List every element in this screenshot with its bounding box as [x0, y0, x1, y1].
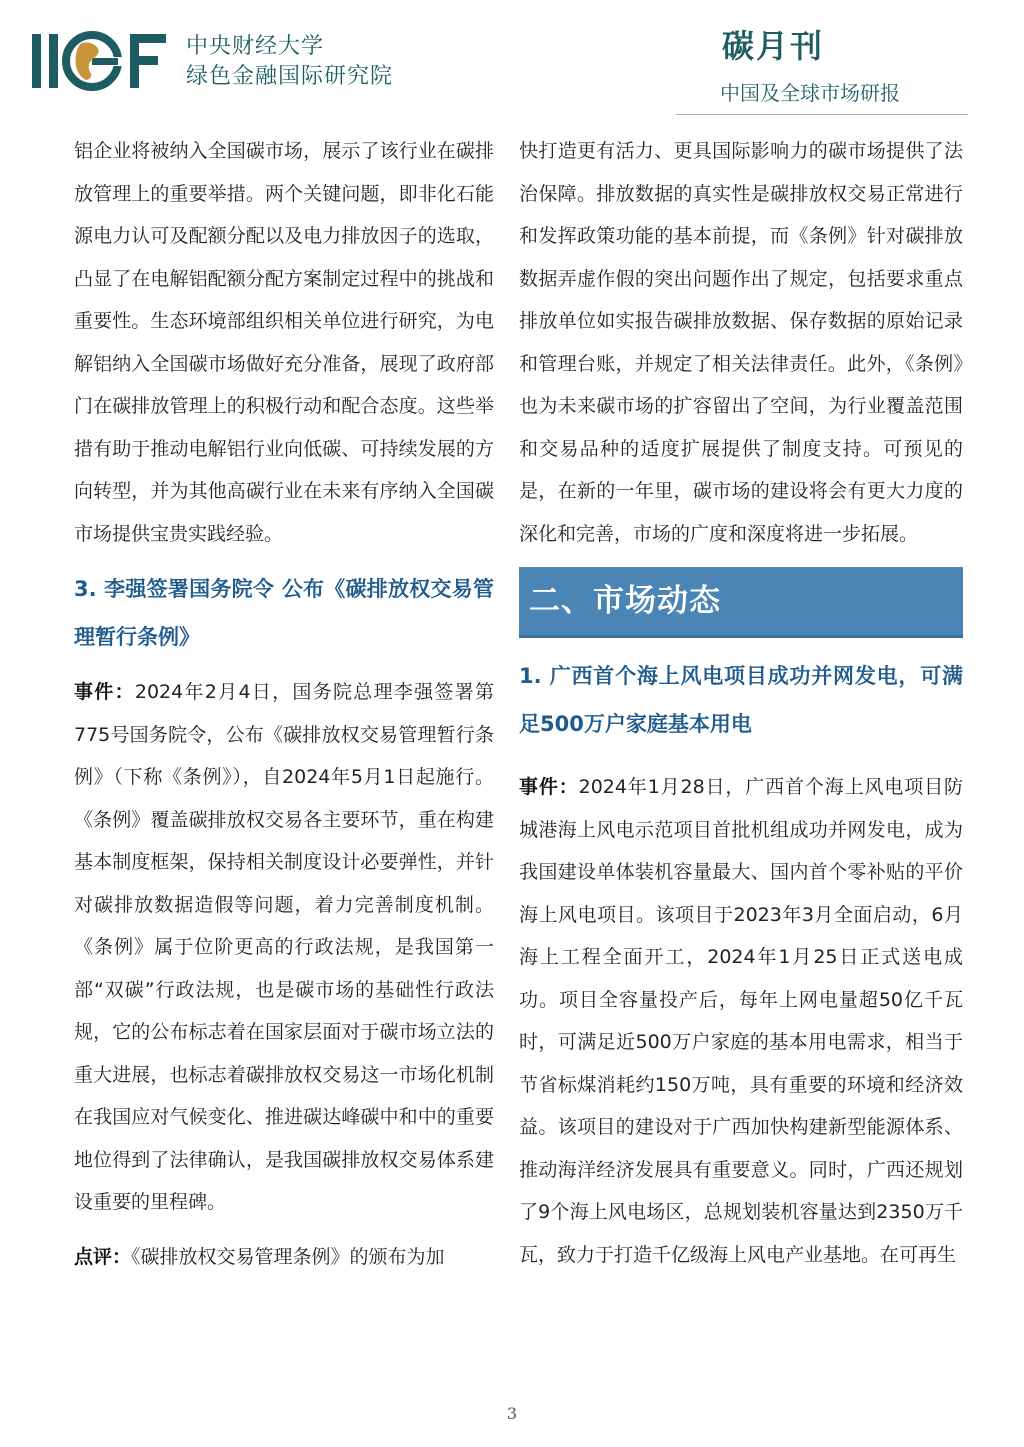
left-continued-paragraph: 铝企业将被纳入全国碳市场，展示了该行业在碳排放管理上的重要举措。两个关键问题，即非化石能源电力认可及配额分配以及电力排放因子的选取，凸显了在电解铝配额分配方案制定过程中的挑战和重要性。生态环境部组织相关单位进行研究，为电解铝纳入全国碳市场做好充分准备，展现了政府部门在碳排放管理上的积极行动和配合态度。这些举措有助于推动电解铝行业向低碳、可持续发展的方向转型，并为其他高碳行业在未来有序纳入全国碳市场提供宝贵实践经验。: [74, 140, 494, 545]
right-event-text: 2024年1月28日，广西首个海上风电项目防城港海上风电示范项目首批机组成功并网发电，成为我国建设单体装机容量最大、国内首个零补贴的平价海上风电项目。该项目于2023年3月全面启动，6月海上工程全面开工，2024年1月25日正式送电成功。项目全容量投产后，每年上网电量超50亿千瓦时，可满足近500万户家庭的基本用电需求，相当于节省标煤消耗约150万吨，具有重要的环境和经济效益。该项目的建设对于广西加快构建新型能源体系、推动海洋经济发展具有重要意义。同时，广西还规划了9个海上风电场区，总规划装机容量达到2350万千瓦，致力于打造千亿级海上风电产业基地。在可再生: [519, 776, 963, 1266]
right-event-label: 事件：: [519, 776, 579, 798]
institute-name-line2: 绿色金融国际研究院: [186, 64, 394, 89]
institute-name: [186, 32, 393, 92]
institute-name-line1: 中央财经大学: [186, 34, 325, 59]
journal-title: 碳月刊: [722, 27, 825, 65]
left-event-paragraph: [74, 671, 494, 1224]
left-event-text: 2024年2月4日，国务院总理李强签署第775号国务院令，公布《碳排放权交易管理暂行条例》（下称《条例》），自2024年5月1日起施行。《条例》覆盖碳排放权交易各主要环节，重在构建基本制度框架，保持相关制度设计必要弹性，并针对碳排放数据造假等问题，着力完善制度机制。《条例》属于位阶更高的行政法规，是我国第一部“双碳”行政法规，也是碳市场的基础性行政法规，它的公布标志着在国家层面对于碳市场立法的重大进展，也标志着碳排放权交易这一市场化机制在我国应对气候变化、推进碳达峰碳中和中的重要地位得到了法律确认，是我国碳排放权交易体系建设重要的里程碑。: [74, 681, 494, 1213]
page-header: [0, 0, 1024, 120]
right-continued-paragraph: 快打造更有活力、更具国际影响力的碳市场提供了法治保障。排放数据的真实性是碳排放权交易正常进行和发挥政策功能的基本前提，而《条例》针对碳排放数据弄虚作假的突出问题作出了规定，包括要求重点排放单位如实报告碳排放数据、保存数据的原始记录和管理台账，并规定了相关法律责任。此外，《条例》也为未来碳市场的扩容留出了空间，为行业覆盖范围和交易品种的适度扩展提供了制度支持。可预见的是，在新的一年里，碳市场的建设将会有更大力度的深化和完善，市场的广度和深度将进一步拓展。: [519, 140, 963, 545]
left-comment-paragraph: [74, 1236, 494, 1279]
left-event-label: 事件：: [74, 681, 135, 703]
right-event-paragraph: [519, 766, 963, 1276]
right-column: [519, 130, 963, 1276]
left-subheading: 3. 李强签署国务院令 公布《碳排放权交易管理暂行条例》: [74, 577, 494, 649]
page-number: 3: [506, 1404, 518, 1423]
header-divider: [676, 114, 968, 115]
left-column: [74, 130, 494, 1278]
right-subheading: 1. 广西首个海上风电项目成功并网发电，可满足500万户家庭基本用电: [519, 664, 963, 736]
left-comment-label: 点评：: [74, 1245, 132, 1268]
left-comment-text: 《碳排放权交易管理条例》的颁布为加: [131, 1245, 445, 1268]
journal-masthead: [722, 24, 900, 108]
journal-subtitle: 中国及全球市场研报: [720, 81, 900, 105]
iigf-logo: [30, 30, 170, 92]
section-banner: 二、市场动态: [519, 567, 963, 638]
